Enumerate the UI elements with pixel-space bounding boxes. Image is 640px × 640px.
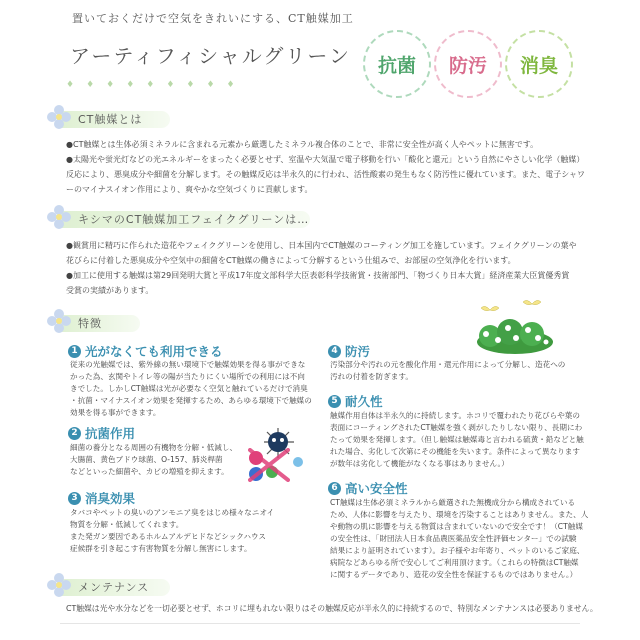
section-heading-kishima: キシマのCT触媒加工フェイクグリーンは… <box>60 208 309 230</box>
section-heading-maintenance: メンテナンス <box>60 576 149 598</box>
footer-divider <box>60 623 580 624</box>
header-title: アーティフィシャルグリーン <box>70 44 351 68</box>
page-header <box>0 0 640 100</box>
feature-text-4: 汚染部分や汚れの元を酸化作用・還元作用によって分解し、造花への 汚れの付着を防ぎます。 <box>330 360 566 381</box>
header-subtitle: 置いておくだけで空気をきれいにする、CT触媒加工 <box>72 12 354 25</box>
badge-deodorize: 消臭 <box>509 34 569 94</box>
decorative-drops: ♦♦♦♦♦♦♦♦♦ <box>66 80 247 90</box>
badge-antibacterial: 抗菌 <box>367 34 427 94</box>
feature-title-3: 3 消臭効果 <box>68 489 135 507</box>
section-heading-ct: CT触媒とは <box>60 108 142 130</box>
maintenance-description: CT触媒は光や水分などを一切必要とせず、ホコリに埋もれない限りはその触媒反応が半永久的に持続するので、特別なメンテナンスは必要ありません。 <box>66 604 598 613</box>
section-heading-features: 特徴 <box>60 312 102 334</box>
feature-text-2: 細菌の養分となる周囲の有機物を分解・低減し、 大腸菌、黄色ブドウ球菌、O-157、肺炎桿菌 などといった細菌や、カビの増殖を抑えます。 <box>70 443 238 476</box>
feature-title-4: 4 防汚 <box>328 342 370 360</box>
feature-text-1: 従来の光触媒では、紫外線の無い環境下で触媒効果を得る事ができな かった為、玄関やトイレ等の陽が当たりにくい場所での利用には不向 きでした。しかしCT触媒は光が必要なく空気と触れているだけで消臭 ・抗菌・マイナスイオン効果を発揮するため、あらゆる環境下で触媒の 効果を得る事ができます。 <box>70 360 312 417</box>
kishima-description: ●観賞用に精巧に作られた造花やフェイクグリーンを使用し、日本国内でCT触媒のコーティング加工を施しています。フェイクグリーンの葉や 花びらに付着した悪臭成分や空気中の細菌をCT触媒の働きによって分解するという仕組みで、お部屋の空気浄化を行います。 ●加工に使用する触媒は第29回発明大賞と平成17年度文部科学大臣表彰科学技術賞・技術部門、「物づくり日本大賞」経済産業大臣賞優秀賞 受賞の実績があります。 <box>66 241 577 295</box>
ct-description: ●CT触媒とは生体必須ミネラルに含まれる元素から厳選したミネラル複合体のことで、非常に安全性が高く人やペットに無害です。 ●太陽光や蛍光灯などの光エネルギーをまったく必要とせず、室温や大気温で電子移動を行い「酸化と還元」という自然にやさしい化学（触媒） 反応により、悪臭成分や細菌を分解します。その触媒反応は半永久的に行われ、活性酸素の発生もなく防汚性に優れています。また、電子シャワ ーのマイナスイオン作用により、爽やかな空気づくりに貢献します。 <box>66 140 586 194</box>
badge-antifouling: 防汚 <box>438 34 498 94</box>
flower-bush-illustration <box>470 296 560 356</box>
feature-title-2: 2 抗菌作用 <box>68 424 135 442</box>
germ-illustration <box>236 422 316 484</box>
feature-title-5: 5 耐久性 <box>328 392 383 410</box>
feature-text-6: CT触媒は生体必須ミネラルから厳選された無機成分から構成されている ため、人体に影響を与えたり、環境を汚染することはありません。また、人 や動物の肌に影響を与える物質は含まれていないので安全です！（CT触媒 の安全性は、「財団法人日本食品農医薬品安全性評価センター」での試験 結果により証明されています）。お子様やお年寄り、ペットのいるご家庭、 病院などあらゆる所で安心してご利用頂けます。（これらの特徴はCT触媒 に関するデータであり、造花の安全性を保証するものではありません。） <box>330 498 589 579</box>
feature-title-1: 1 光がなくても利用できる <box>68 342 223 360</box>
feature-text-3: タバコやペットの臭いのアンモニア臭をはじめ様々なニオイ 物質を分解・低減してくれます。 また発ガン要因であるホルムアルデヒドなどシックハウス 症候群を引き起こす有害物質を分解し無害にします。 <box>70 508 275 553</box>
feature-text-5: 触媒作用自体は半永久的に持続します。ホコリで覆われたり花びらや葉の 表面にコーティングされたCT触媒を強く剥がしたりしない限り、長期にわ たって効果を発揮します。（但し触媒は触媒毒と言われる硫黄・鉛などと触 れた場合、劣化して次第にその機能を失います。条件によって異なります が数年は劣化して機能がなくなる事はありません。） <box>330 411 584 468</box>
feature-title-6: 6 高い安全性 <box>328 479 408 497</box>
